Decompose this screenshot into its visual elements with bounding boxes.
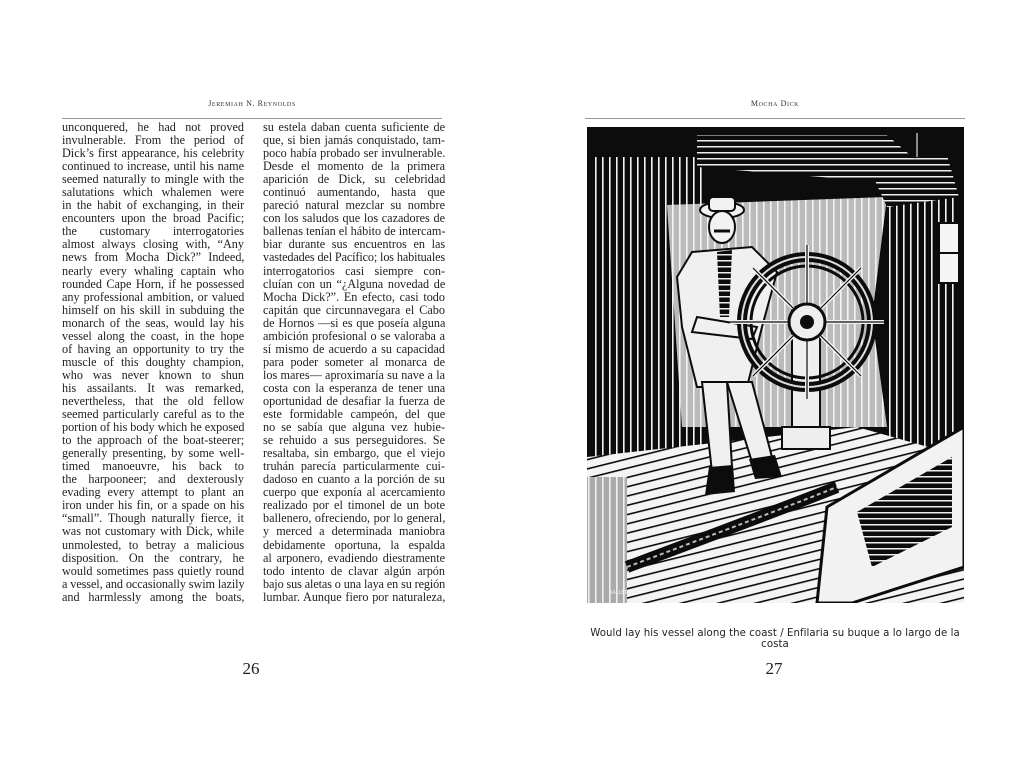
text-line: al arponero, evadiendo diestramente [263, 551, 445, 565]
text-line: portion of his body which he exposed [62, 421, 244, 435]
text-line: unconquered, he had not proved [62, 121, 244, 134]
text-line: costa con la esperanza de tener una [263, 381, 445, 395]
text-line: news from Mocha Dick?” Indeed, [62, 251, 244, 265]
text-line: his assailants. It was remarked, [62, 381, 244, 395]
page-number-left: 26 [242, 659, 260, 678]
text-line: truhán parecía particularmente cui- [263, 460, 445, 474]
right-page [512, 0, 1024, 768]
text-line: iron under his fin, or a spade on his [62, 499, 244, 513]
text-line: generally presenting, by some well- [62, 447, 244, 461]
text-line: “small”. Though naturally fierce, it [62, 512, 244, 526]
text-line: nearly every whaling captain who [62, 264, 244, 278]
text-line: evading every attempt to plant an [62, 486, 244, 500]
text-line: himself on his skill in subduing the [62, 303, 244, 317]
text-line: ambición profesional o se valoraba a [263, 329, 445, 343]
text-line: salutations which whalemen were [62, 186, 244, 200]
text-line: would sometimes pass quietly round [62, 564, 244, 578]
text-line: biar durante sus encuentros en las [263, 238, 445, 252]
text-line: resaltaba, sin embargo, que el viejo [263, 447, 445, 461]
text-line: y merced a determinada maniobra [263, 525, 445, 539]
text-line: vessel along the coast, in the hope [62, 329, 244, 343]
english-text-column [62, 121, 244, 604]
text-line: aparición de Dick, su celebridad [263, 173, 445, 187]
text-line: sí mismo de acuerdo a su capacidad [263, 342, 445, 356]
artist-signature: BALLERA [609, 590, 632, 596]
text-line: cluían con un “¿Alguna novedad de [263, 277, 445, 291]
text-line: monarch of the seas, would lay his [62, 316, 244, 330]
text-line: nevertheless, that the old fellow [62, 394, 244, 408]
text-line: ballenas tenían el hábito de intercam- [263, 225, 445, 239]
text-line: and harmlessly among the boats, [62, 590, 244, 604]
text-line: rounded Cape Horn, if he possessed [62, 277, 244, 291]
page-number-right: 27 [765, 659, 783, 678]
ships-wheel [730, 245, 884, 399]
text-line: Dick’s first appearance, his celebrity [62, 147, 244, 161]
text-line: continuó aumentando, hasta que [263, 186, 445, 200]
text-line: se rehuido a sus perseguidores. Se [263, 434, 445, 448]
illustration-caption: Would lay his vessel along the coast / Enfilaria su buque a lo largo de la costa [590, 628, 960, 650]
text-line: the customary interrogatories [62, 225, 244, 239]
running-head-author: Jeremiah N. Reynolds [208, 99, 296, 108]
text-line: de Hornos —si es que poseía alguna [263, 316, 445, 330]
text-line: todo intento de clavar algún arpón [263, 564, 445, 578]
text-line: pareció natural mezclar su nombre [263, 199, 445, 213]
text-line: in the habit of exchanging, in their [62, 199, 244, 213]
header-rule [585, 118, 965, 119]
text-line: que, si bien jamás conquistado, tam- [263, 134, 445, 148]
text-line: bajo sus aletas o una laya en su región [263, 577, 445, 591]
text-line: oportunidad de desafiar la fuerza de [263, 394, 445, 408]
text-line: ballenero, ofreciendo, por lo general, [263, 512, 445, 526]
text-line: seemed naturally to mingle with the [62, 173, 244, 187]
text-line: the harpooneer; and dexterously [62, 473, 244, 487]
text-line: encounters upon the broad Pacific; [62, 212, 244, 226]
text-line: a vessel, and occasionally swim lazily [62, 577, 244, 591]
text-line: debidamente oportuna, la espalda [263, 538, 445, 552]
text-line: Desde el momento de la primera [263, 160, 445, 174]
text-line: capitán que circunnavegara el Cabo [263, 303, 445, 317]
text-line: lumbar. Aunque fiero por naturaleza, [263, 590, 445, 604]
text-line: any professional ambition, or valued [62, 290, 244, 304]
text-line: poco había probado ser invulnerable. [263, 147, 445, 161]
text-line: su estela daban cuenta suficiente de [263, 121, 445, 134]
text-line: timed manoeuvre, his back to [62, 460, 244, 474]
text-line: muscle of this doughty champion, [62, 355, 244, 369]
text-line: of having an opportunity to try the [62, 342, 244, 356]
woodcut-illustration [587, 127, 964, 603]
text-line: continued to increase, until his name [62, 160, 244, 174]
text-line: este formidable campeón, del que [263, 408, 445, 422]
text-line: disposition. On the contrary, he [62, 551, 244, 565]
text-line: con los saludos que los cazadores de [263, 212, 445, 226]
text-line: vastedades del Pacífico; los habituales [263, 251, 445, 265]
text-line: invulnerable. From the period of [62, 134, 244, 148]
running-head-title: Mocha Dick [750, 99, 800, 108]
text-line: cuerpo que exponía al acercamiento [263, 486, 445, 500]
header-rule [62, 118, 442, 119]
helmsman-woodcut-image [587, 127, 964, 603]
text-line: los mares— aproximaría su nave a la [263, 368, 445, 382]
spanish-text-column [263, 121, 445, 604]
text-line: para poder someter al monarca de [263, 355, 445, 369]
text-line: almost always closing with, “Any [62, 238, 244, 252]
text-line: realizado por el timonel de un bote [263, 499, 445, 513]
text-line: unmolested, to betray a malicious [62, 538, 244, 552]
text-line: dadoso en cuanto a la porción de su [263, 473, 445, 487]
text-line: Mocha Dick?”. En efecto, casi todo [263, 290, 445, 304]
text-line: no se sabía que alguna vez hubie- [263, 421, 445, 435]
text-line: interrogatorios casi siempre con- [263, 264, 445, 278]
text-line: seemed particularly careful as to the [62, 408, 244, 422]
text-line: to the approach of the boat-steerer; [62, 434, 244, 448]
text-line: who was never known to shun [62, 368, 244, 382]
text-line: was not customary with Dick, while [62, 525, 244, 539]
